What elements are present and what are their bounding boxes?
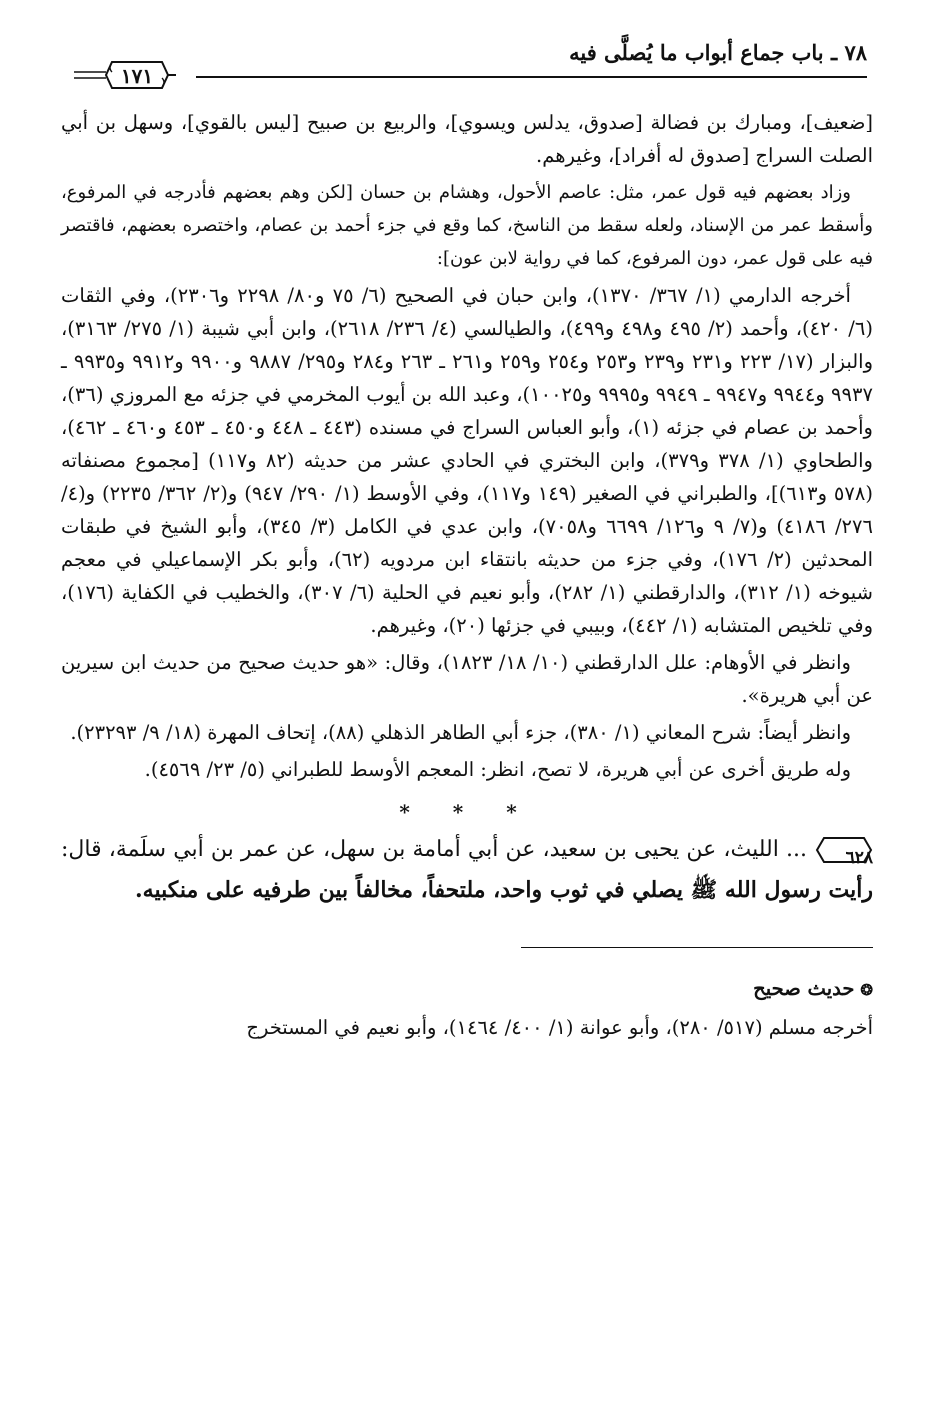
page-body bbox=[61, 106, 873, 1044]
footnote-text: أخرجه مسلم (٥١٧/ ٢٨٠)، وأبو عوانة (١/ ٤٠٠/ ١٤٦٤)، وأبو نعيم في المستخرج bbox=[246, 1015, 873, 1039]
hadith-number: ٦٢٨ bbox=[845, 848, 873, 868]
paragraph-takhrij: أخرجه الدارمي (١/ ٣٦٧/ ١٣٧٠)، وابن حبان في الصحيح (٦/ ٧٥ و٨٠/ ٢٢٩٨ و٢٣٠٦)، وفي الثقات (٦/ ٤٢٠)، وأحمد (٢/ ٤٩٥ و٤٩٨ و٤٩٩)، والطيالسي (٤/ ٢٣٦/ ٢٦١٨)، وابن أبي شيبة (١/ ٢٧٥/ ٣١٦٣)، والبزار (١٧/ ٢٢٣ و٢٣١ و٢٣٩ و٢٥٣ و٢٥٤ و٢٥٩ و٢٦١ ـ ٢٦٣ و٢٨٤ و٢٩٥/ ٩٨٨٧ و٩٩٠٠ و٩٩١٢ و٩٩٣٥ ـ ٩٩٣٧ و٩٩٤٤ و٩٩٤٧ ـ ٩٩٤٩ و٩٩٩٥ و١٠٠٢٥)، وعبد الله بن أيوب المخرمي في جزئه مع المروزي (٣٦)، وأحمد بن عصام في جزئه (١)، وأبو العباس السراج في مسنده (٤٤٣ ـ ٤٤٨ و٤٥٠ ـ ٤٥٣ و٤٦٠ ـ ٤٦٢)، والطحاوي (١/ ٣٧٨ و٣٧٩)، وابن البختري في الحادي عشر من حديثه (٨٢ و١١٧) [مجموع مصنفاته (٥٧٨ و٦١٣)]، والطبراني في الصغير (١٤٩ و١١٧)، وفي الأوسط (١/ ٢٩٠/ ٩٤٧) و(٢/ ٣٦٢/ ٢٢٣٥) و(٤/ ٢٧٦/ ٤١٨٦) و(٧/ ٩ و١٢٦/ ٦٦٩٩ و٧٠٥٨)، وابن عدي في الكامل (٣/ ٣٤٥)، وأبو الشيخ في طبقات المحدثين (٢/ ١٧٦)، وفي جزء من حديثه بانتقاء ابن مردويه (٦٢)، وأبو بكر الإسماعيلي في معجم شيوخه (١/ ٣١٢)، والدارقطني (١/ ٢٨٢)، وأبو نعيم في الحلية (٦/ ٣٠٧)، والخطيب في الكفاية (١٧٦)، وفي تلخيص المتشابه (١/ ٤٤٢)، وبيبي في جزئها (٢٠)، وغيرهم. bbox=[61, 284, 873, 637]
hadith-text bbox=[61, 830, 873, 911]
paragraph-see-also: وانظر أيضاً: شرح المعاني (١/ ٣٨٠)، جزء أبي الطاهر الذهلي (٨٨)، إتحاف المهرة (١٨/ ٩/ ٢٣٢٩٣). bbox=[70, 721, 851, 744]
footnote-rule bbox=[521, 947, 873, 948]
hadith-matn: رأيت رسول الله ﷺ يصلي في ثوب واحد، ملتحفاً، مخالفاً بين طرفيه على منكبيه. bbox=[135, 877, 873, 903]
page-number: ١٧١ bbox=[120, 64, 154, 88]
grade-label: حديث صحيح bbox=[753, 977, 855, 1000]
paragraph-narrators: [ضعيف]، ومبارك بن فضالة [صدوق، يدلس ويسوي]، والربيع بن صبيح [ليس بالقوي]، وسهل بن أبي الصلت السراج [صدوق له أفراد]، وغيرهم. bbox=[61, 111, 873, 167]
hadith-number-badge bbox=[815, 835, 873, 868]
grade-bullet-icon: ❂ bbox=[860, 980, 873, 999]
page-header bbox=[72, 36, 867, 96]
header-rule bbox=[196, 76, 867, 78]
paragraph-additions: وزاد بعضهم فيه قول عمر، مثل: عاصم الأحول، وهشام بن حسان [لكن وهم بعضهم فأدرجه في المرفوع، وأسقط عمر من الإسناد، ولعله سقط من الناسخ، كما وقع في جزء أحمد بن عصام، واختصره بعضهم، فاقتصر فيه على قول عمر، دون المرفوع، كما في رواية لابن عون]: bbox=[61, 182, 873, 269]
page-number-badge bbox=[72, 54, 200, 98]
section-separator: * * * bbox=[399, 800, 535, 824]
paragraph-other-route: وله طريق أخرى عن أبي هريرة، لا تصح، انظر: المعجم الأوسط للطبراني (٥/ ٢٣/ ٤٥٦٩). bbox=[144, 758, 851, 781]
hadith-isnad: ... الليث، عن يحيى بن سعيد، عن أبي أمامة بن سهل، عن عمر بن أبي سلَمة، قال: bbox=[61, 837, 807, 862]
chapter-title: ٧٨ ـ باب جماع أبواب ما يُصلَّى فيه bbox=[569, 40, 867, 65]
hadith-grade bbox=[61, 974, 873, 1005]
paragraph-awham: وانظر في الأوهام: علل الدارقطني (١٠/ ١٨/ ١٨٢٣)، وقال: «هو حديث صحيح من حديث ابن سيرين عن أبي هريرة». bbox=[61, 651, 873, 707]
